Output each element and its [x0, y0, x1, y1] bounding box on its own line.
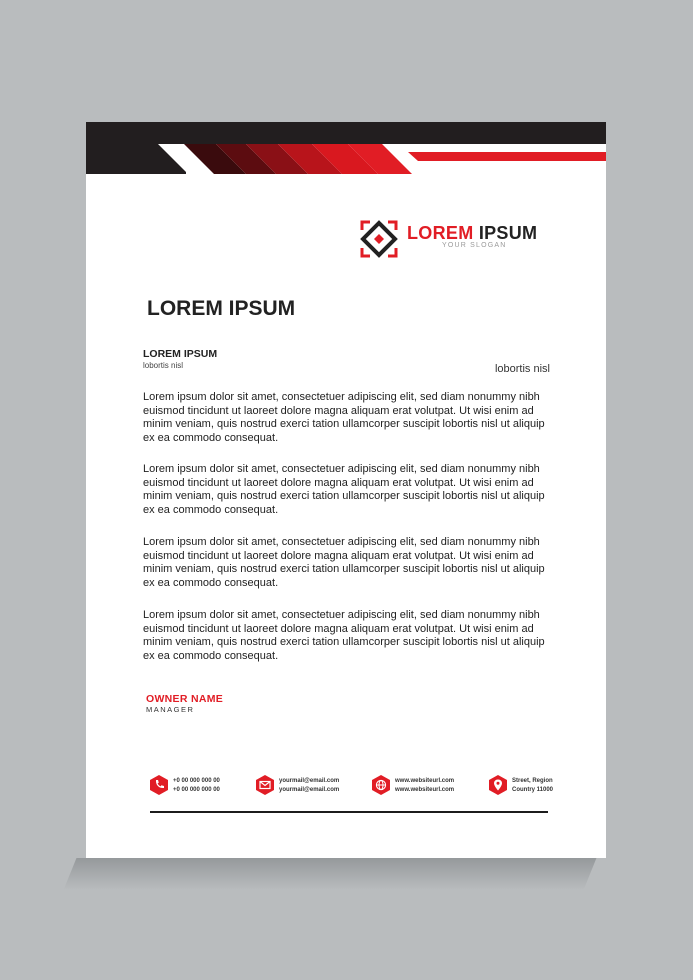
address-line-2: Country 11000	[512, 786, 554, 793]
body-paragraph: Lorem ipsum dolor sit amet, consectetuer adipiscing elit, sed diam nonummy nibh euismod tincidunt ut laoreet dolore magna aliquam erat volutpat. Ut wisi enim ad minim veniam, quis nostrud exerci tation ullamcorper suscipit lobortis nisl ut aliquip ex ea commodo consequat.	[143, 609, 545, 663]
footer-divider	[150, 811, 548, 813]
header-banner	[86, 122, 606, 182]
contact-website-lines	[395, 777, 454, 794]
contact-address-lines	[512, 777, 553, 794]
body-paragraph: Lorem ipsum dolor sit amet, consectetuer adipiscing elit, sed diam nonummy nibh euismod tincidunt ut laoreet dolore magna aliquam erat volutpat. Ut wisi enim ad minim veniam, quis nostrud exerci tation ullamcorper suscipit lobortis nisl ut aliquip ex ea commodo consequat.	[143, 391, 545, 445]
body-paragraph: Lorem ipsum dolor sit amet, consectetuer adipiscing elit, sed diam nonummy nibh euismod tincidunt ut laoreet dolore magna aliquam erat volutpat. Ut wisi enim ad minim veniam, quis nostrud exerci tation ullamcorper suscipit lobortis nisl ut aliquip ex ea commodo consequat.	[143, 536, 545, 590]
owner-role: MANAGER	[146, 705, 195, 714]
email-icon	[256, 775, 274, 795]
brand-logo	[360, 220, 550, 258]
letterhead-page	[86, 122, 606, 858]
contact-phone-lines	[173, 777, 220, 794]
website-url-1: www.websiteurl.com	[395, 778, 455, 784]
body-paragraph: Lorem ipsum dolor sit amet, consectetuer adipiscing elit, sed diam nonummy nibh euismod tincidunt ut laoreet dolore magna aliquam erat volutpat. Ut wisi enim ad minim veniam, quis nostrud exerci tation ullamcorper suscipit lobortis nisl ut aliquip ex ea commodo consequat.	[143, 463, 545, 517]
website-url-2: www.websiteurl.com	[395, 786, 455, 793]
letter-title: LOREM IPSUM	[147, 297, 296, 320]
letter-date: lobortis nisl	[494, 363, 550, 375]
globe-icon	[372, 775, 390, 795]
contact-email-lines	[279, 777, 339, 794]
recipient-detail: lobortis nisl	[143, 361, 184, 370]
email-address-1: yourmail@email.com	[279, 778, 340, 784]
brand-slogan: YOUR SLOGAN	[442, 242, 507, 249]
page-shadow	[64, 858, 597, 890]
location-pin-icon	[489, 775, 507, 795]
email-address-2: yourmail@email.com	[279, 786, 340, 793]
brand-name-part2: IPSUM	[478, 223, 538, 243]
phone-number-1: +0 00 000 000 00	[173, 778, 220, 784]
phone-icon	[150, 775, 168, 795]
recipient-name: LOREM IPSUM	[143, 348, 218, 360]
logo-mark-icon	[360, 220, 398, 258]
phone-number-2: +0 00 000 000 00	[173, 786, 220, 793]
address-line-1: Street, Region	[512, 778, 553, 784]
owner-name: OWNER NAME	[146, 693, 224, 705]
brand-name	[407, 223, 537, 244]
brand-name-part1: LOREM	[407, 223, 474, 243]
